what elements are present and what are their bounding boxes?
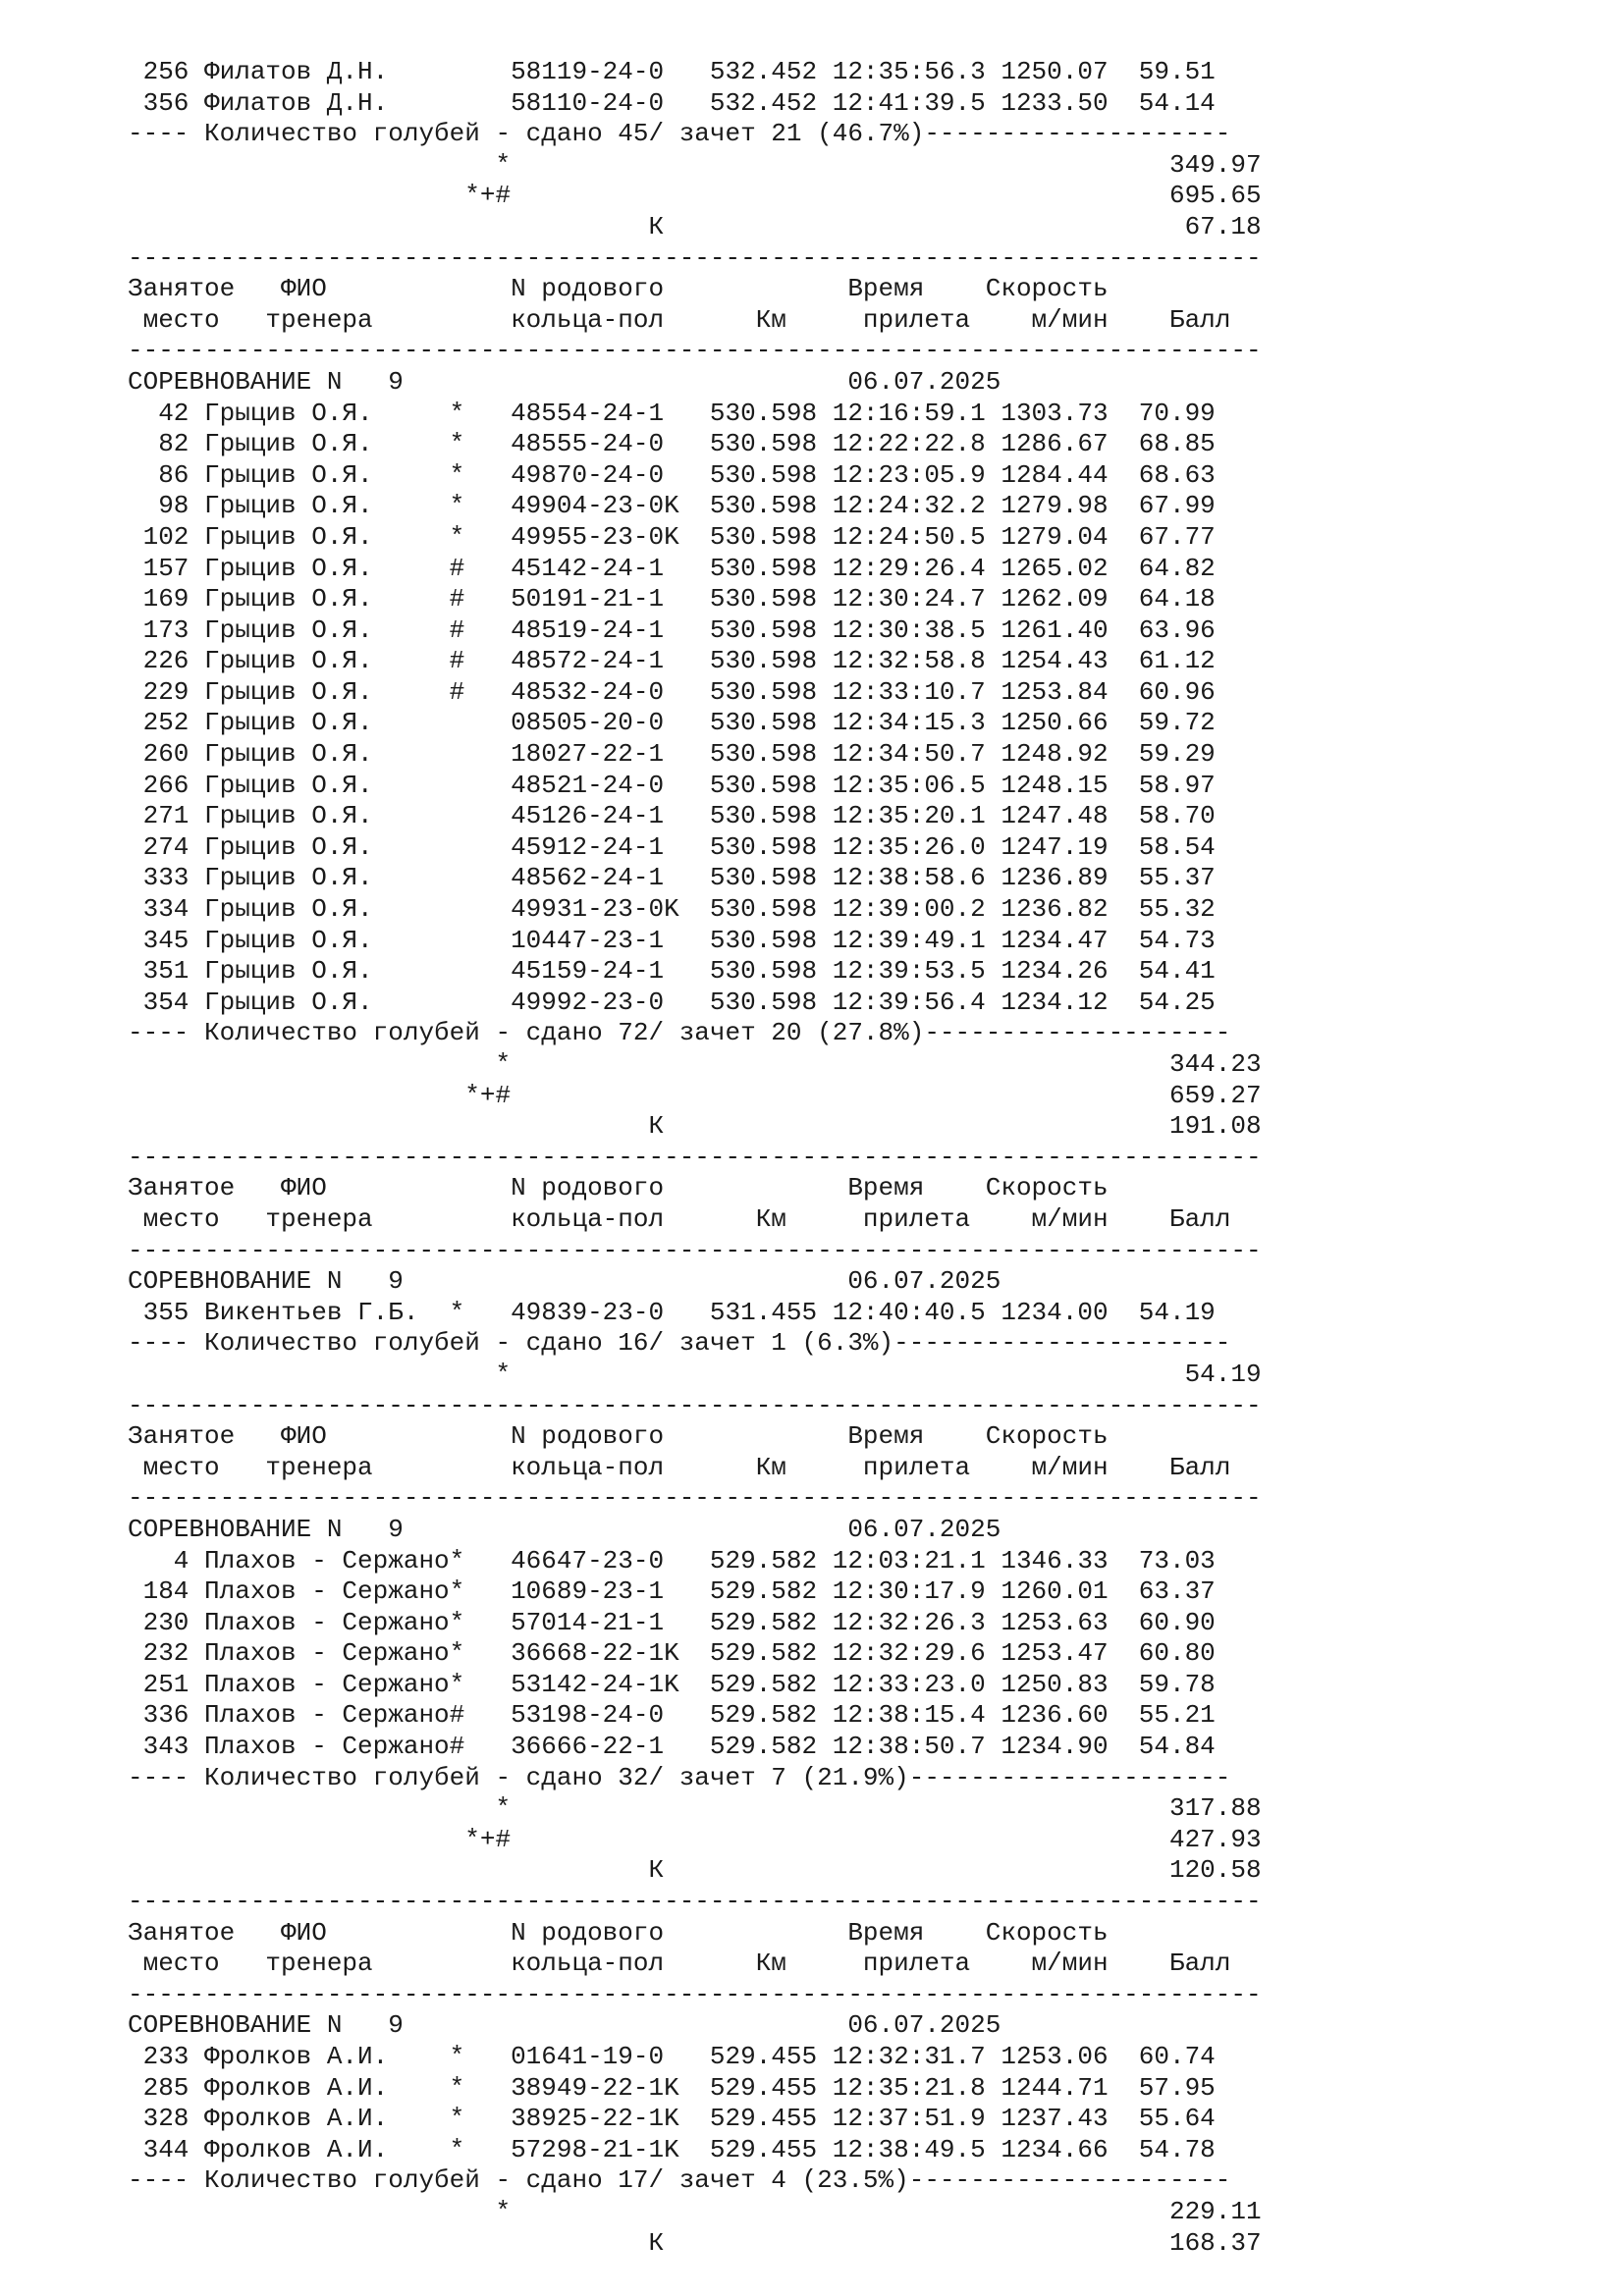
competition-title: СОРЕВНОВАНИЕ N 9 06.07.2025 <box>128 1266 1001 1297</box>
table-row: 157 Грыцив О.Я. # 45142-24-1 530.598 12:29:26.4 1265.02 64.82 <box>128 553 1216 583</box>
column-header-1: Занятое ФИО N родового Время Скорость <box>128 274 1109 304</box>
table-row: 233 Фролков А.И. * 01641-19-0 529.455 12:32:31.7 1253.06 60.74 <box>128 2042 1216 2071</box>
table-row: 4 Плахов - Сержано* 46647-23-0 529.582 12:03:21.1 1346.33 73.03 <box>128 1545 1216 1575</box>
table-row: 82 Грыцив О.Я. * 48555-24-0 530.598 12:22:22.8 1286.67 68.85 <box>128 429 1216 459</box>
table-row: 344 Фролков А.И. * 57298-21-1K 529.455 12:38:49.5 1234.66 54.78 <box>128 2134 1216 2164</box>
table-row: 285 Фролков А.И. * 38949-22-1K 529.455 12:35:21.8 1244.71 57.95 <box>128 2072 1216 2103</box>
total-row: К 67.18 <box>128 211 1262 241</box>
block-summary: ---- Количество голубей - сдано 32/ зачет 7 (21.9%)--------------------- <box>128 1762 1231 1792</box>
total-row: *+# 659.27 <box>128 1080 1262 1110</box>
table-row: 98 Грыцив О.Я. * 49904-23-0K 530.598 12:24:32.2 1279.98 67.99 <box>128 491 1216 521</box>
total-row: * 344.23 <box>128 1049 1262 1079</box>
table-row: 232 Плахов - Сержано* 36668-22-1K 529.582 12:32:29.6 1253.47 60.80 <box>128 1638 1216 1669</box>
divider: -------------------------------------------------------------------------- <box>128 1979 1262 2009</box>
table-row: 169 Грыцив О.Я. # 50191-21-1 530.598 12:30:24.7 1262.09 64.18 <box>128 584 1216 614</box>
total-row: К 168.37 <box>128 2227 1262 2258</box>
table-row: 355 Викентьев Г.Б. * 49839-23-0 531.455 12:40:40.5 1234.00 54.19 <box>128 1297 1216 1327</box>
results-report <box>128 57 1262 2259</box>
table-row: 328 Фролков А.И. * 38925-22-1K 529.455 12:37:51.9 1237.43 55.64 <box>128 2104 1216 2134</box>
competition-title: СОРЕВНОВАНИЕ N 9 06.07.2025 <box>128 2010 1001 2041</box>
table-row: 173 Грыцив О.Я. # 48519-24-1 530.598 12:30:38.5 1261.40 63.96 <box>128 614 1216 645</box>
block-summary: ---- Количество голубей - сдано 72/ зачет 20 (27.8%)-------------------- <box>128 1018 1231 1048</box>
table-row: 345 Грыцив О.Я. 10447-23-1 530.598 12:39:49.1 1234.47 54.73 <box>128 925 1216 955</box>
competition-title: СОРЕВНОВАНИЕ N 9 06.07.2025 <box>128 1514 1001 1544</box>
divider: -------------------------------------------------------------------------- <box>128 1390 1262 1420</box>
table-row: 354 Грыцив О.Я. 49992-23-0 530.598 12:39:56.4 1234.12 54.25 <box>128 987 1216 1017</box>
table-row: 260 Грыцив О.Я. 18027-22-1 530.598 12:34:50.7 1248.92 59.29 <box>128 739 1216 770</box>
table-row: 252 Грыцив О.Я. 08505-20-0 530.598 12:34:15.3 1250.66 59.72 <box>128 708 1216 738</box>
column-header-2: место тренера кольца-пол Км прилета м/мин Балл <box>128 1949 1231 1979</box>
table-row: 334 Грыцив О.Я. 49931-23-0K 530.598 12:39:00.2 1236.82 55.32 <box>128 894 1216 925</box>
column-header-2: место тренера кольца-пол Км прилета м/мин Балл <box>128 304 1231 335</box>
divider: -------------------------------------------------------------------------- <box>128 336 1262 366</box>
table-row: 230 Плахов - Сержано* 57014-21-1 529.582 12:32:26.3 1253.63 60.90 <box>128 1607 1216 1637</box>
total-row: *+# 427.93 <box>128 1824 1262 1854</box>
column-header-1: Занятое ФИО N родового Время Скорость <box>128 1173 1109 1203</box>
table-row: 271 Грыцив О.Я. 45126-24-1 530.598 12:35:20.1 1247.48 58.70 <box>128 801 1216 831</box>
table-row: 229 Грыцив О.Я. # 48532-24-0 530.598 12:33:10.7 1253.84 60.96 <box>128 676 1216 707</box>
table-row: 226 Грыцив О.Я. # 48572-24-1 530.598 12:32:58.8 1254.43 61.12 <box>128 646 1216 676</box>
divider: -------------------------------------------------------------------------- <box>128 1235 1262 1265</box>
table-row: 343 Плахов - Сержано# 36666-22-1 529.582 12:38:50.7 1234.90 54.84 <box>128 1732 1216 1762</box>
table-row: 336 Плахов - Сержано# 53198-24-0 529.582 12:38:15.4 1236.60 55.21 <box>128 1700 1216 1731</box>
divider: -------------------------------------------------------------------------- <box>128 1483 1262 1514</box>
table-row: 256 Филатов Д.Н. 58119-24-0 532.452 12:35:56.3 1250.07 59.51 <box>128 57 1216 86</box>
table-row: 42 Грыцив О.Я. * 48554-24-1 530.598 12:16:59.1 1303.73 70.99 <box>128 398 1216 428</box>
table-row: 102 Грыцив О.Я. * 49955-23-0K 530.598 12:24:50.5 1279.04 67.77 <box>128 521 1216 552</box>
total-row: *+# 695.65 <box>128 181 1262 211</box>
table-row: 333 Грыцив О.Я. 48562-24-1 530.598 12:38:58.6 1236.89 55.37 <box>128 863 1216 893</box>
total-row: * 317.88 <box>128 1793 1262 1824</box>
total-row: К 191.08 <box>128 1111 1262 1142</box>
divider: -------------------------------------------------------------------------- <box>128 1142 1262 1172</box>
divider: -------------------------------------------------------------------------- <box>128 242 1262 273</box>
column-header-1: Занятое ФИО N родового Время Скорость <box>128 1917 1109 1948</box>
total-row: * 229.11 <box>128 2196 1262 2226</box>
total-row: К 120.58 <box>128 1855 1262 1886</box>
table-row: 86 Грыцив О.Я. * 49870-24-0 530.598 12:23:05.9 1284.44 68.63 <box>128 459 1216 490</box>
total-row: * 54.19 <box>128 1359 1262 1389</box>
column-header-1: Занятое ФИО N родового Время Скорость <box>128 1421 1109 1452</box>
block-summary: ---- Количество голубей - сдано 45/ зачет 21 (46.7%)-------------------- <box>128 119 1231 149</box>
table-row: 351 Грыцив О.Я. 45159-24-1 530.598 12:39:53.5 1234.26 54.41 <box>128 956 1216 987</box>
block-summary: ---- Количество голубей - сдано 17/ зачет 4 (23.5%)--------------------- <box>128 2165 1231 2196</box>
total-row: * 349.97 <box>128 149 1262 180</box>
table-row: 266 Грыцив О.Я. 48521-24-0 530.598 12:35:06.5 1248.15 58.97 <box>128 770 1216 800</box>
divider: -------------------------------------------------------------------------- <box>128 1887 1262 1917</box>
block-summary: ---- Количество голубей - сдано 16/ зачет 1 (6.3%)---------------------- <box>128 1328 1231 1359</box>
table-row: 184 Плахов - Сержано* 10689-23-1 529.582 12:30:17.9 1260.01 63.37 <box>128 1576 1216 1607</box>
competition-title: СОРЕВНОВАНИЕ N 9 06.07.2025 <box>128 366 1001 397</box>
column-header-2: место тренера кольца-пол Км прилета м/мин Балл <box>128 1452 1231 1482</box>
table-row: 356 Филатов Д.Н. 58110-24-0 532.452 12:41:39.5 1233.50 54.14 <box>128 87 1216 118</box>
column-header-2: место тренера кольца-пол Км прилета м/мин Балл <box>128 1203 1231 1234</box>
table-row: 274 Грыцив О.Я. 45912-24-1 530.598 12:35:26.0 1247.19 58.54 <box>128 831 1216 862</box>
table-row: 251 Плахов - Сержано* 53142-24-1K 529.582 12:33:23.0 1250.83 59.78 <box>128 1669 1216 1699</box>
